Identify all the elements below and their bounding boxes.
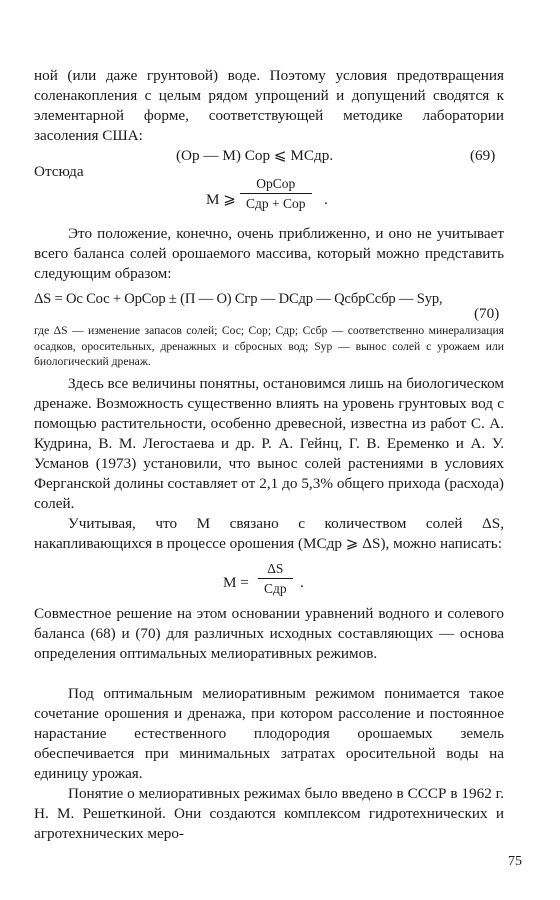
equation-70-number: (70) (474, 305, 500, 322)
equation-m2-lhs: М = (223, 574, 249, 591)
equation-m-numerator: ОрCор (256, 176, 296, 191)
equation-m2-period: . (300, 574, 304, 591)
equation-70: ΔS = Ос Cос + ОрCор ± (П — О) Cгр — DCдр — QсбрCсбр — Sур, (34, 291, 443, 307)
paragraph-joint-solution: Совместное решение на этом основании уравнений водного и солевого баланса (68) и (70) для различных исходных составляющих — основа определения оптимальных мелиоративных режимов. (34, 605, 504, 662)
paragraph-intro: ной (или даже грунтовой) воде. Поэтому условия предотвращения соленакопления с целым рядом упрощений и допущений сводятся к элементарной форме, соответствующей методике лаборатории засоления США: (34, 67, 504, 144)
equation-m2-fraction (258, 561, 293, 597)
paragraph-biological-drainage: Здесь все величины понятны, остановимся лишь на биологическом дренаже. Возможность существенно влиять на уровень грунтовых вод с помощью растительности, особенно древесной, известна из работ С. А. Кудрина, В. М. Легостаева и др. Р. А. Гейнц, Г. В. Еременко и А. У. Усманов (1973) установили, что вынос солей растениями в условиях Ферганской долины составляет от 2,1 до 5,3% общего прихода (расхода) солей. (34, 375, 504, 512)
paragraph-concept: Понятие о мелиоративных режимах было введено в СССР в 1962 г. Н. М. Решеткиной. Они создаются комплексом гидротехнических и агротехнических меро- (34, 785, 504, 842)
paragraph-balance: Это положение, конечно, очень приближенно, и оно не учитывает всего баланса солей орошаемого массива, который можно представить следующим образом: (34, 225, 504, 282)
equation-m2-denominator: Cдр (264, 581, 287, 596)
page-number: 75 (508, 854, 522, 869)
equation-m-period: . (324, 191, 328, 208)
equation-m-fraction (240, 176, 312, 212)
equation-legend: где ΔS — изменение запасов солей; Cос; Cор; Cдр; Cсбр — соответственно минерализация осадков, оросительных, дренажных и сбросных вод; Sур — вынос солей с урожаем или биологический дренаж. (34, 324, 504, 368)
equation-69: (Ор — М) Cор ⩽ MCдр. (176, 147, 334, 164)
paragraph-considering: Учитывая, что М связано с количеством солей ΔS, накапливающихся в процессе орошения (MCдр ⩾ ΔS), можно написать: (34, 515, 504, 552)
equation-m-denominator: Cдр + Cор (246, 196, 306, 211)
equation-m2-numerator: ΔS (267, 561, 284, 576)
equation-69-number: (69) (470, 147, 496, 164)
otsyuda-label: Отсюда (34, 163, 84, 180)
paragraph-optimal-regime: Под оптимальным мелиоративным режимом понимается такое сочетание орошения и дренажа, при котором рассоление и постоянное нарастание естественного плодородия орошаемых земель обеспечивается при минимальных затратах оросительной воды на единицу урожая. (34, 685, 504, 782)
equation-m-lhs: М ⩾ (206, 191, 237, 208)
